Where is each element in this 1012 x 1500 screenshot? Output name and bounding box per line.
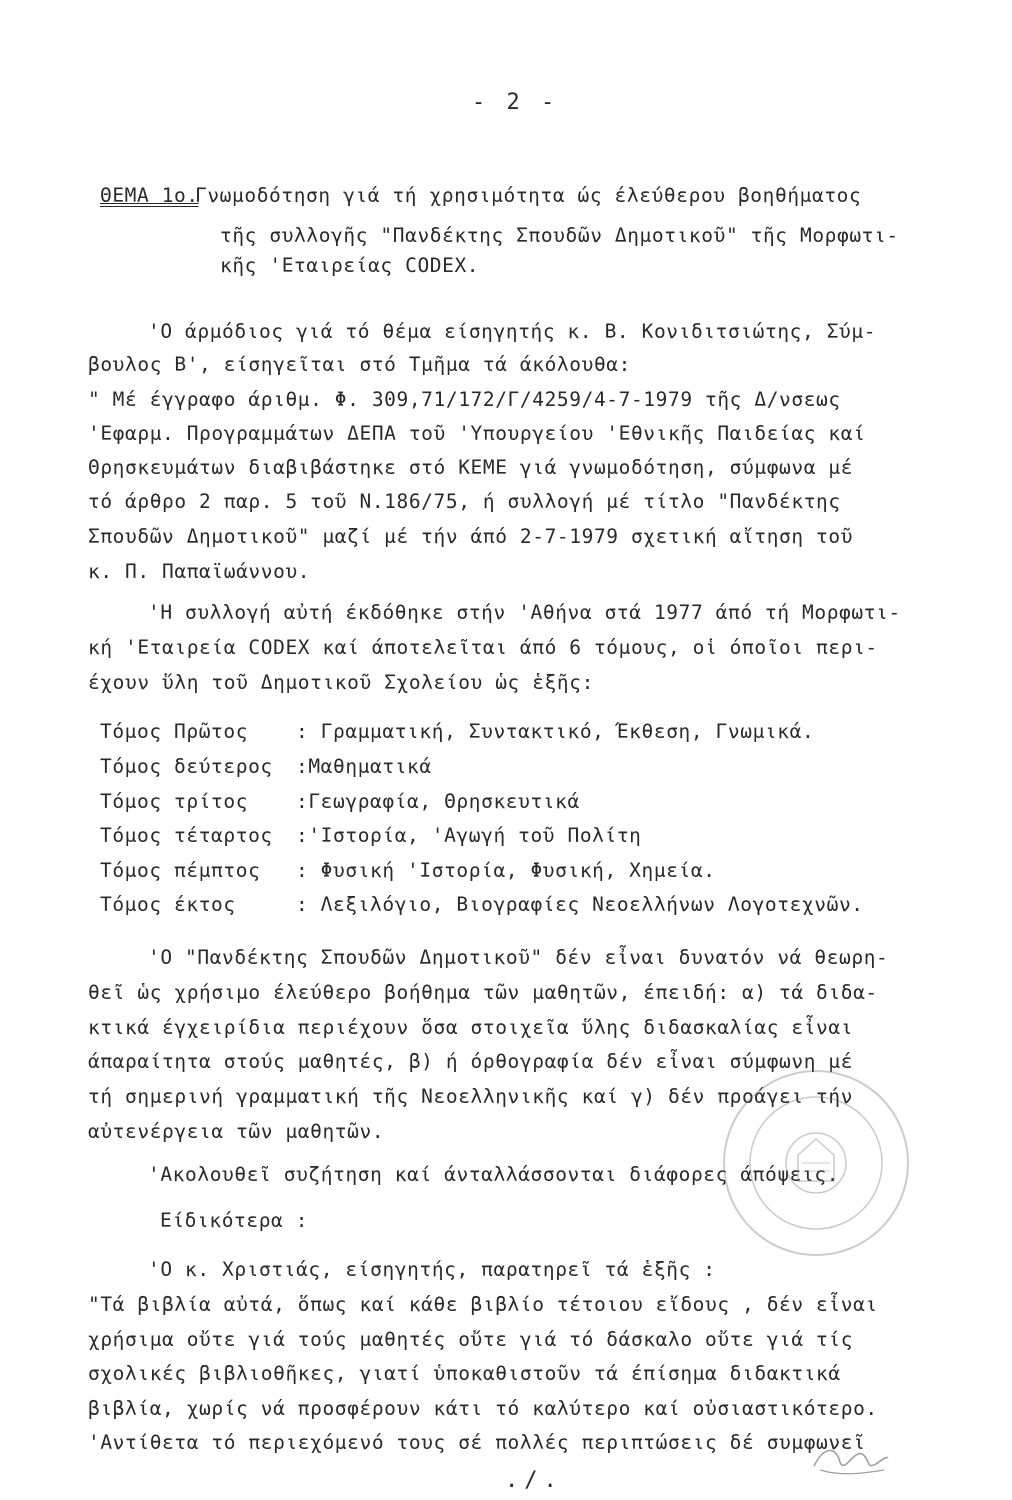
topic-line: κῆς 'Εταιρείας CODEX. [220,254,480,277]
christias-line: "Τά βιβλία αὐτά, ὅπως καί κάθε βιβλίο τέτοιου εἴδους , δέν εἶναι [88,1293,878,1316]
volume-name: Τόμος έκτος [100,893,236,916]
christias-line: σχολικές βιβλιοθῆκες, γιατί ὑποκαθιστοῦν τά έπίσημα διδακτικά [88,1362,841,1385]
signature-icon [810,1440,890,1480]
christias-line: βιβλία, χωρίς νά προσφέρουν κάτι τό καλύτερο καί οὐσιαστικότερο. [88,1397,878,1420]
opinion-line: θεῖ ὡς χρήσιμο έλεύθερο βοήθημα τῶν μαθητῶν, έπειδή: α) τά διδα- [88,981,878,1004]
opinion-line: κτικά έγχειρίδια περιέχουν ὅσα στοιχεῖα ὕλης διδασκαλίας εἶναι [88,1016,854,1039]
volume-contents: : Γραμματική, Συντακτικό, Έκθεση, Γνωμικά. [296,720,815,743]
continuation-mark: ./. [505,1468,563,1493]
volume-contents: :Μαθηματικά [296,755,432,778]
opinion-line: άπαραίτητα στούς μαθητές, β) ή όρθογραφία δέν εἶναι σύμφωνη μέ [88,1050,854,1073]
topic-line: Γνωμοδότηση γιά τή χρησιμότητα ώς έλεύθερου βοηθήματος [195,184,862,207]
discussion-line: 'Ακολουθεῖ συζήτηση καί άνταλλάσσονται διάφορες άπόψεις. [148,1163,840,1186]
specifically-label: Είδικότερα : [160,1209,309,1232]
volume-name: Τόμος δεύτερος [100,755,273,778]
page-number: - 2 - [472,90,559,115]
volume-name: Τόμος τέταρτος [100,824,273,847]
volume-name: Τόμος πέμπτος [100,859,261,882]
body-line: 'Η συλλογή αὐτή έκδόθηκε στήν 'Αθήνα στά 1977 άπό τή Μορφωτι- [148,601,901,624]
christias-line: 'Ο κ. Χριστιάς, είσηγητής, παρατηρεῖ τά ἑξῆς : [148,1258,716,1281]
topic-line: τῆς συλλογῆς "Πανδέκτης Σπουδῶν Δημοτικοῦ" τῆς Μορφωτι- [220,224,899,247]
volume-contents: : Φυσική 'Ιστορία, Φυσική, Χημεία. [296,859,716,882]
volume-contents: :Γεωγραφία, Θρησκευτικά [296,790,580,813]
christias-line: χρήσιμα οὔτε γιά τούς μαθητές οὔτε γιά τό δάσκαλο οὔτε γιά τίς [88,1328,854,1351]
official-stamp-icon [706,1063,926,1263]
volume-contents: : Λεξιλόγιο, Βιογραφίες Νεοελλήνων Λογοτεχνῶν. [296,893,864,916]
body-line: βουλος Β', είσηγεῖται στό Τμῆμα τά άκόλουθα: [88,353,631,376]
opinion-line: τή σημερινή γραμματική τῆς Νεοελληνικῆς καί γ) δέν προάγει τήν [88,1085,854,1108]
body-line: τό άρθρο 2 παρ. 5 τοῦ Ν.186/75, ή συλλογή μέ τίτλο "Πανδέκτης [88,490,841,513]
body-line: 'Εφαρμ. Προγραμμάτων ΔΕΠΑ τοῦ 'Υπουργείου 'Εθνικῆς Παιδείας καί [88,422,866,445]
volume-name: Τόμος Πρῶτος [100,720,249,743]
volume-contents: :'Ιστορία, 'Αγωγή τοῦ Πολίτη [296,824,642,847]
body-line: κή 'Εταιρεία CODEX καί άποτελεῖται άπό 6 τόμους, οἱ όποῖοι περι- [88,636,878,659]
opinion-line: 'Ο "Πανδέκτης Σπουδῶν Δημοτικοῦ" δέν εἶναι δυνατόν νά θεωρη- [148,946,889,969]
christias-line: 'Αντίθετα τό περιεχόμενό τους σέ πολλές περιπτώσεις δέ συμφωνεῖ [88,1431,866,1454]
body-line: " Μέ έγγραφο άριθμ. Φ. 309,71/172/Γ/4259/4-7-1979 τῆς Δ/νσεως [88,388,841,411]
volume-name: Τόμος τρίτος [100,790,249,813]
body-line: 'Ο άρμόδιος γιά τό θέμα είσηγητής κ. Β. Κονιδιτσιώτης, Σύμ- [148,320,877,343]
opinion-line: αὐτενέργεια τῶν μαθητῶν. [88,1120,385,1143]
body-line: κ. Π. Παπαϊωάννου. [88,560,311,583]
body-line: Σπουδῶν Δημοτικοῦ" μαζί μέ τήν άπό 2-7-1979 σχετική αἴτηση τοῦ [88,525,854,548]
topic-label: ΘΕΜΑ 1ο. [100,184,199,207]
body-line: έχουν ὕλη τοῦ Δημοτικοῦ Σχολείου ὡς ἑξῆς: [88,671,594,694]
body-line: Θρησκευμάτων διαβιβάστηκε στό ΚΕΜΕ γιά γνωμοδότηση, σύμφωνα μέ [88,456,854,479]
